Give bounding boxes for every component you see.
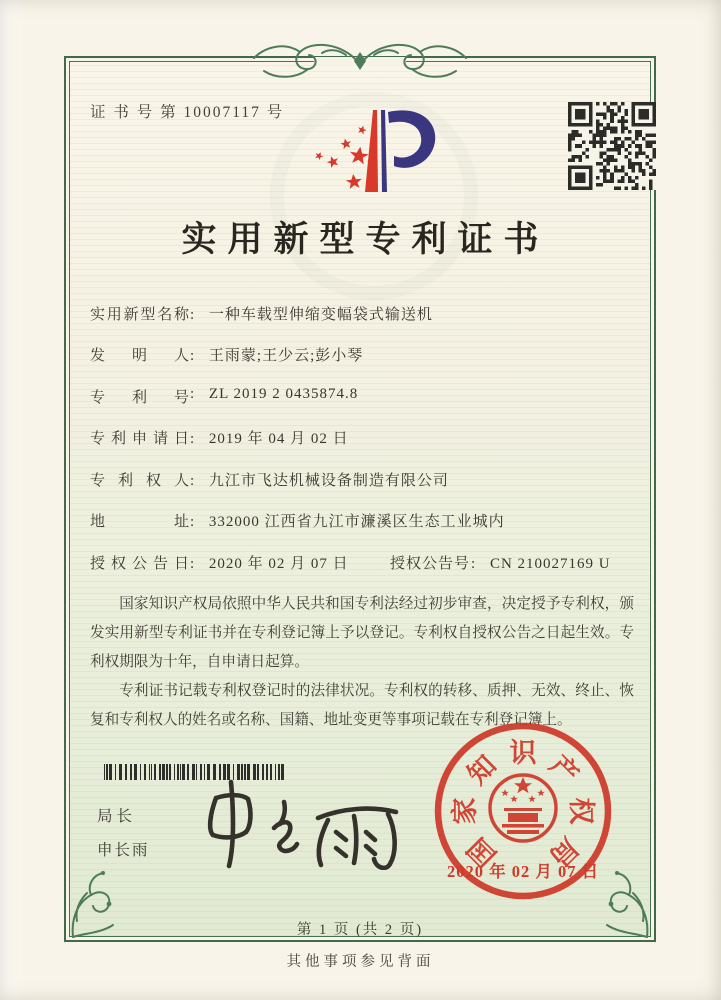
svg-text:识: 识 [509, 738, 537, 769]
seal-date: 2020 年 02 月 07 日 [446, 862, 600, 881]
field-value: 2020 年 02 月 07 日 [208, 556, 349, 572]
field-value: 王雨蒙;王少云;彭小琴 [208, 348, 364, 364]
logo-blue-stripe [381, 110, 387, 192]
back-side-note: 其他事项参见背面 [286, 954, 435, 970]
director-role-label: 局长 [97, 808, 137, 825]
field-colon: : [190, 514, 195, 530]
legal-text [90, 590, 634, 735]
logo-stars [314, 124, 370, 189]
svg-text:局: 局 [543, 831, 585, 873]
grant-no-pair [390, 552, 611, 573]
logo-red-wedge [365, 110, 378, 192]
seal-text [450, 738, 596, 872]
certificate-number: 证 书 号 第 10007117 号 [90, 104, 285, 121]
svg-text:知: 知 [461, 749, 503, 791]
field-colon: : [190, 386, 195, 402]
field-colon: : [190, 307, 195, 323]
field-label: 专利号 [90, 390, 189, 406]
seal-national-emblem [490, 775, 556, 841]
field-label: 授权公告号 [390, 556, 471, 572]
field-row-patentee [90, 469, 636, 490]
svg-text:权: 权 [565, 797, 596, 825]
field-label: 发明人 [90, 348, 189, 364]
field-colon: : [190, 431, 195, 447]
field-row-grant [90, 552, 636, 573]
legal-paragraph-2: 专利证书记载专利权登记时的法律状况。专利权的转移、质押、无效、终止、恢复和专利权人的姓名或名称、国籍、地址变更等事项记载在专利登记簿上。 [90, 683, 634, 728]
field-value: 一种车载型伸缩变幅袋式输送机 [208, 307, 433, 323]
certificate-frame [64, 56, 656, 942]
field-row-patent-no [90, 386, 636, 407]
field-row-name [90, 303, 636, 324]
certificate-title: 实用新型专利证书 [181, 220, 550, 259]
field-label: 专利申请日 [90, 431, 189, 447]
field-colon: : [471, 556, 476, 572]
top-flourish-ornament [250, 37, 470, 85]
field-colon: : [190, 348, 195, 364]
field-row-address [90, 510, 636, 531]
legal-paragraph-1: 国家知识产权局依照中华人民共和国专利法经过初步审查，决定授予专利权，颁发实用新型专利证书并在专利登记簿上予以登记。专利权自授权公告之日起生效。专利权期限为十年，自申请日起算。 [90, 596, 634, 670]
field-value: CN 210027169 U [489, 556, 611, 572]
field-value: 332000 江西省九江市濂溪区生态工业城内 [208, 514, 505, 530]
svg-text:家: 家 [450, 797, 481, 825]
qr-code [568, 102, 656, 190]
field-label: 地址 [90, 514, 189, 530]
field-value: ZL 2019 2 0435874.8 [208, 386, 359, 402]
logo-p-bowl [388, 110, 435, 168]
field-row-filing-date [90, 427, 636, 448]
field-colon: : [190, 556, 195, 572]
cnipa-logo [302, 100, 454, 208]
ornament-center-diamond [354, 52, 366, 70]
page-number: 第 1 页 (共 2 页) [296, 922, 424, 938]
field-value: 九江市飞达机械设备制造有限公司 [208, 473, 449, 489]
handwritten-signature [200, 768, 412, 870]
field-colon: : [190, 473, 195, 489]
field-label: 实用新型名称 [90, 307, 189, 323]
svg-text:国: 国 [461, 831, 503, 873]
field-value: 2019 年 04 月 02 日 [208, 431, 349, 447]
certificate-inner [69, 61, 651, 937]
director-name: 申长雨 [97, 842, 150, 859]
field-label: 授权公告日 [90, 556, 189, 572]
svg-text:产: 产 [543, 749, 585, 791]
field-row-inventor [90, 344, 636, 365]
field-label: 专利权人 [90, 473, 189, 489]
